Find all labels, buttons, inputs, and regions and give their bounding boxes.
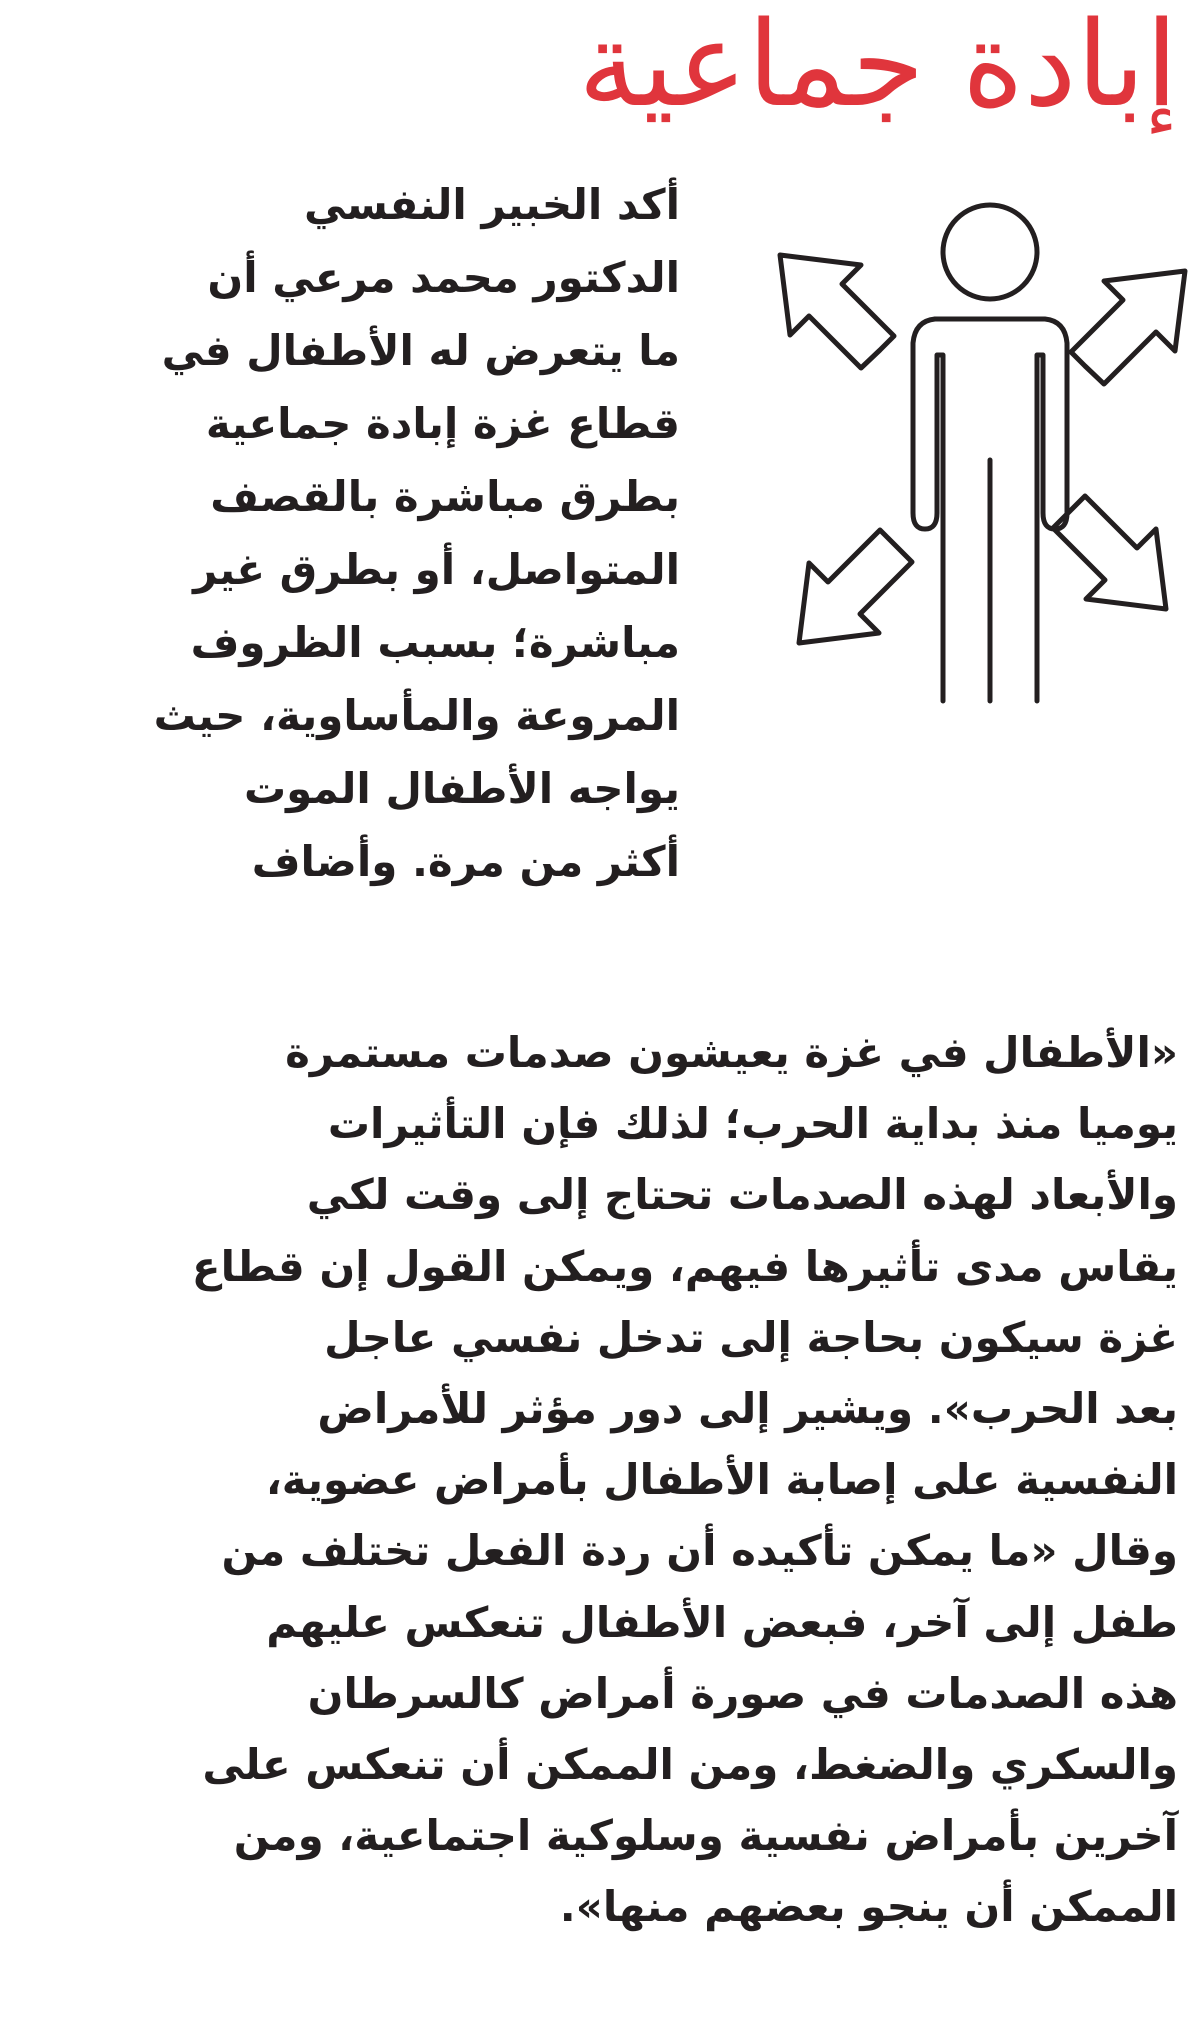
text-line: «الأطفال في غزة يعيشون صدمات مستمرة — [285, 1028, 1178, 1077]
text-line: آخرين بأمراض نفسية وسلوكية اجتماعية، ومن — [233, 1811, 1178, 1861]
text-line: أكد الخبير النفسي — [304, 180, 680, 229]
text-line: بطرق مباشرة بالقصف — [210, 472, 680, 521]
text-line: والسكري والضغط، ومن الممكن أن تنعكس على — [202, 1740, 1178, 1790]
text-line: يوميا منذ بداية الحرب؛ لذلك فإن التأثيرات — [327, 1099, 1178, 1149]
text-line: أكثر من مرة. وأضاف — [251, 837, 680, 886]
text-line: والأبعاد لهذه الصدمات تحتاج إلى وقت لكي — [306, 1170, 1178, 1220]
body-paragraph — [8, 1017, 1178, 1943]
text-line: بعد الحرب». ويشير إلى دور مؤثر للأمراض — [317, 1384, 1178, 1434]
text-line: الدكتور محمد مرعي أن — [207, 253, 680, 302]
text-line: وقال «ما يمكن تأكيده أن ردة الفعل تختلف من — [221, 1526, 1178, 1576]
text-line: يواجه الأطفال الموت — [243, 764, 680, 813]
text-line: الممكن أن ينجو بعضهم منها». — [559, 1882, 1178, 1932]
intro-paragraph — [0, 168, 680, 898]
text-line: المروعة والمأساوية، حيث — [153, 691, 680, 740]
headline: إبادة جماعية — [578, 0, 1178, 133]
text-line: قطاع غزة إبادة جماعية — [205, 399, 680, 448]
text-line: هذه الصدمات في صورة أمراض كالسرطان — [307, 1668, 1178, 1718]
text-line: غزة سيكون بحاجة إلى تدخل نفسي عاجل — [324, 1312, 1178, 1362]
text-line: مباشرة؛ بسبب الظروف — [190, 618, 680, 667]
text-line: يقاس مدى تأثيرها فيهم، ويمكن القول إن قطاع — [191, 1241, 1178, 1291]
text-line: طفل إلى آخر، فبعض الأطفال تنعكس عليهم — [266, 1597, 1178, 1647]
text-line: النفسية على إصابة الأطفال بأمراض عضوية، — [265, 1455, 1178, 1505]
text-line: المتواصل، أو بطرق غير — [193, 545, 680, 594]
text-line: ما يتعرض له الأطفال في — [161, 326, 680, 375]
person-with-arrows-icon — [770, 195, 1200, 715]
